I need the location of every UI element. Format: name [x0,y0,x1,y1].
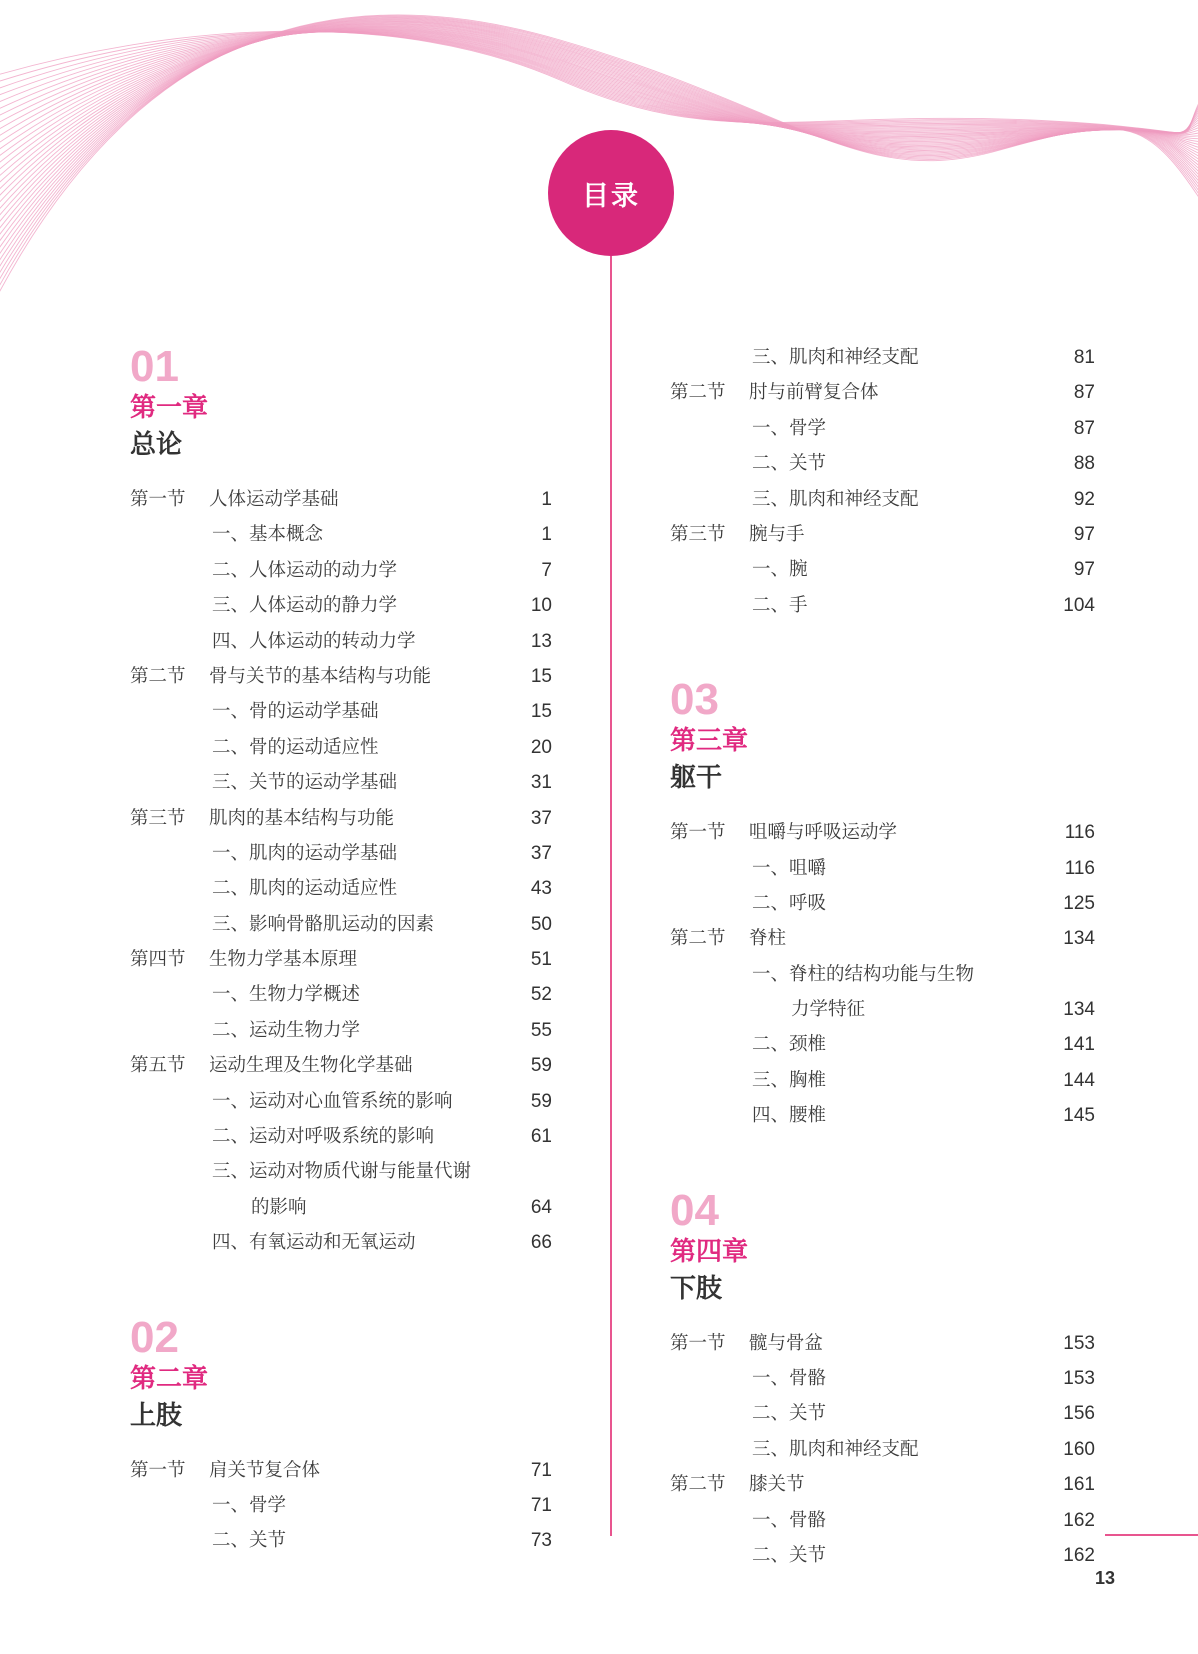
toc-entry-row[interactable] [670,1361,1095,1396]
entry-title: 三、肌肉和神经支配 [752,347,919,368]
toc-entry-row[interactable] [130,1013,552,1048]
toc-column-left [130,344,552,1559]
chapter-spacer [130,1435,552,1453]
entry-title: 力学特征 [791,999,866,1021]
page-ref: 162 [1063,1544,1095,1566]
toc-entry-row[interactable] [670,482,1095,517]
page-ref: 145 [1063,1105,1095,1127]
toc-entry-row[interactable] [670,1503,1095,1538]
page-ref: 10 [530,595,552,617]
chapter-number: 01 [130,342,179,391]
entry-title: 一、基本概念 [212,524,324,546]
toc-entry-row[interactable] [670,552,1095,587]
entry-title: 二、运动生物力学 [212,1019,361,1041]
entry-title: 一、生物力学概述 [212,984,361,1006]
toc-entry-row[interactable] [130,871,552,906]
page-title: 目录 [582,180,640,212]
entry-title: 一、肌肉的运动学基础 [212,842,398,864]
chapter-label: 第二章 [130,1363,209,1394]
chapter-spacer [670,1308,1095,1326]
entry-title: 一、骨学 [212,1494,287,1516]
toc-entry-row[interactable] [130,977,552,1012]
toc-entry-row[interactable] [130,694,552,729]
chapter-number: 03 [670,675,719,725]
page-ref: 1 [541,524,552,546]
toc-entry-row[interactable] [130,517,552,552]
page-ref: 141 [1063,1034,1095,1056]
page-ref: 81 [1073,347,1095,368]
toc-entry-row[interactable] [130,588,552,623]
entry-title: 三、肌肉和神经支配 [752,488,919,510]
toc-entry-row[interactable] [670,1396,1095,1431]
chapter-spacer [670,1134,1095,1188]
footer-rule [1105,1534,1198,1536]
page-ref: 71 [530,1459,552,1481]
page-ref: 87 [1073,417,1095,439]
toc-section-row[interactable] [670,1326,1095,1361]
column-divider [610,256,612,1536]
toc-section-row[interactable] [130,801,552,836]
entry-title: 运动生理及生物化学基础 [209,1055,413,1077]
chapter-spacer [670,797,1095,815]
toc-entry-row[interactable] [130,907,552,942]
section-number: 第二节 [670,928,726,950]
entry-title: 生物力学基本原理 [209,949,358,971]
toc-section-row[interactable] [130,659,552,694]
toc-entry-row[interactable] [130,1225,552,1260]
page-ref: 71 [530,1494,552,1516]
entry-title: 二、关节 [752,1403,827,1425]
entry-title: 脊柱 [749,928,787,950]
page-ref: 162 [1063,1509,1095,1531]
page-ref: 161 [1063,1474,1095,1496]
toc-entry-row[interactable] [130,1190,552,1225]
toc-entry-row[interactable] [670,851,1095,886]
toc-section-row[interactable] [670,375,1095,410]
page-ref: 51 [530,949,552,971]
page-ref: 13 [530,630,552,652]
page-ref: 153 [1063,1368,1095,1390]
toc-entry-row[interactable] [670,1538,1095,1573]
chapter-label: 第三章 [670,726,749,757]
page-ref: 59 [530,1055,552,1077]
toc-entry-row[interactable] [130,1154,552,1189]
toc-section-row[interactable] [130,482,552,517]
page-ref: 88 [1073,453,1095,475]
entry-title: 骨与关节的基本结构与功能 [209,665,432,687]
chapter-heading [130,344,552,464]
entry-title: 一、骨骼 [752,1509,827,1531]
section-number: 第一节 [130,1459,186,1481]
chapter-heading [670,677,1095,797]
toc-entry-row[interactable] [130,1119,552,1154]
page-ref: 59 [530,1090,552,1112]
toc-section-row[interactable] [130,1048,552,1083]
entry-title: 二、呼吸 [752,892,827,914]
entry-title: 的影响 [251,1196,307,1218]
section-number: 第一节 [130,489,186,510]
page-ref: 43 [530,878,552,900]
page-ref: 87 [1073,382,1095,404]
entry-title: 人体运动学基础 [209,489,339,510]
entry-title: 肌肉的基本结构与功能 [209,807,395,829]
page-ref: 20 [530,736,552,758]
toc-entry-row[interactable] [670,1027,1095,1062]
entry-title: 二、颈椎 [752,1034,827,1056]
entry-title: 二、关节 [752,1544,827,1566]
toc-entry-row[interactable] [130,1488,552,1523]
toc-entry-row[interactable] [670,992,1095,1027]
section-number: 第二节 [670,382,726,404]
entry-title: 一、腕 [752,559,808,581]
chapter-number: 04 [670,1185,719,1235]
toc-section-row[interactable] [130,1453,552,1488]
page-ref: 1 [541,489,552,510]
entry-title: 四、腰椎 [752,1105,827,1127]
entry-title: 一、脊柱的结构功能与生物 [752,963,975,985]
entry-title: 二、手 [752,594,808,616]
entry-title: 二、关节 [212,1530,287,1552]
page-ref: 104 [1063,594,1095,616]
toc-section-row[interactable] [670,1467,1095,1502]
page-ref: 144 [1063,1069,1095,1091]
toc-section-row[interactable] [670,517,1095,552]
page-ref: 37 [530,807,552,829]
toc-entry-row[interactable] [130,1523,552,1558]
section-number: 第三节 [130,807,186,829]
page-ref: 160 [1063,1438,1095,1460]
entry-title: 二、运动对呼吸系统的影响 [212,1126,435,1148]
page-ref: 134 [1063,999,1095,1021]
page-ref: 66 [530,1232,552,1254]
entry-title: 四、人体运动的转动力学 [212,630,416,652]
toc-entry-row[interactable] [670,957,1095,992]
page-ref: 125 [1063,892,1095,914]
page-ref: 153 [1063,1332,1095,1354]
section-number: 第四节 [130,949,186,971]
entry-title: 一、咀嚼 [752,857,827,879]
toc-entry-row[interactable] [130,836,552,871]
chapter-heading [670,1185,1095,1308]
section-number: 第三节 [670,523,726,545]
entry-title: 一、骨的运动学基础 [212,701,379,723]
toc-section-row[interactable] [130,942,552,977]
chapter-title: 下肢 [670,1273,723,1304]
page-ref: 116 [1064,857,1095,879]
section-number: 第五节 [130,1055,186,1077]
entry-title: 二、关节 [752,453,827,475]
section-number: 第二节 [670,1474,726,1496]
entry-title: 髋与骨盆 [749,1332,824,1354]
chapter-title: 总论 [130,430,183,460]
page-ref: 52 [530,984,552,1006]
page-ref: 116 [1064,822,1095,844]
section-number: 第一节 [670,822,726,844]
entry-title: 二、肌肉的运动适应性 [212,878,398,900]
toc-entry-row[interactable] [130,730,552,765]
chapter-title: 上肢 [130,1400,183,1431]
toc-entry-row[interactable] [130,553,552,588]
entry-title: 咀嚼与呼吸运动学 [749,822,898,844]
entry-title: 腕与手 [749,523,805,545]
toc-entry-row[interactable] [130,624,552,659]
toc-entry-row[interactable] [670,340,1095,375]
entry-title: 膝关节 [749,1474,805,1496]
toc-entry-row[interactable] [130,765,552,800]
entry-title: 三、胸椎 [752,1069,827,1091]
entry-title: 三、肌肉和神经支配 [752,1438,919,1460]
page-ref: 97 [1073,559,1095,581]
toc-entry-row[interactable] [670,1063,1095,1098]
entry-title: 肩关节复合体 [209,1459,321,1481]
chapter-spacer [130,1261,552,1315]
entry-title: 三、人体运动的静力学 [212,595,398,617]
page-ref: 61 [530,1126,552,1148]
toc-entry-row[interactable] [670,886,1095,921]
chapter-spacer [130,464,552,482]
page-ref: 15 [530,665,552,687]
chapter-label: 第四章 [670,1236,749,1267]
page-ref: 73 [530,1530,552,1552]
page-ref: 64 [530,1196,552,1218]
page-ref: 134 [1063,928,1095,950]
chapter-spacer [670,623,1095,677]
page-ref: 156 [1063,1403,1095,1425]
page-ref: 55 [530,1019,552,1041]
section-number: 第二节 [130,665,186,687]
toc-section-row[interactable] [670,921,1095,956]
toc-column-right [670,340,1095,1573]
page-ref: 50 [530,913,552,935]
entry-title: 二、人体运动的动力学 [212,559,398,581]
page-ref: 37 [530,842,552,864]
toc-entry-row[interactable] [130,1084,552,1119]
toc-entry-row[interactable] [670,588,1095,623]
toc-section-row[interactable] [670,815,1095,850]
chapter-title: 躯干 [670,763,723,794]
toc-entry-row[interactable] [670,1098,1095,1133]
entry-title: 一、运动对心血管系统的影响 [212,1090,453,1112]
entry-title: 一、骨学 [752,417,827,439]
section-number: 第一节 [670,1332,726,1354]
entry-title: 三、影响骨骼肌运动的因素 [212,913,435,935]
entry-title: 四、有氧运动和无氧运动 [212,1232,416,1254]
toc-entry-row[interactable] [670,411,1095,446]
chapter-label: 第一章 [130,393,209,423]
page-number: 13 [1095,1568,1116,1588]
page-ref: 15 [530,701,552,723]
toc-title-badge [548,130,674,256]
entry-title: 肘与前臂复合体 [749,382,879,404]
page-ref: 97 [1073,523,1095,545]
page-ref: 92 [1073,488,1095,510]
entry-title: 三、关节的运动学基础 [212,772,398,794]
chapter-heading [130,1312,552,1435]
entry-title: 二、骨的运动适应性 [212,736,379,758]
page-ref: 7 [541,559,552,581]
page-ref: 31 [530,772,552,794]
toc-entry-row[interactable] [670,446,1095,481]
entry-title: 一、骨骼 [752,1368,827,1390]
chapter-number: 02 [130,1312,179,1362]
entry-title: 三、运动对物质代谢与能量代谢 [212,1161,472,1183]
toc-entry-row[interactable] [670,1432,1095,1467]
